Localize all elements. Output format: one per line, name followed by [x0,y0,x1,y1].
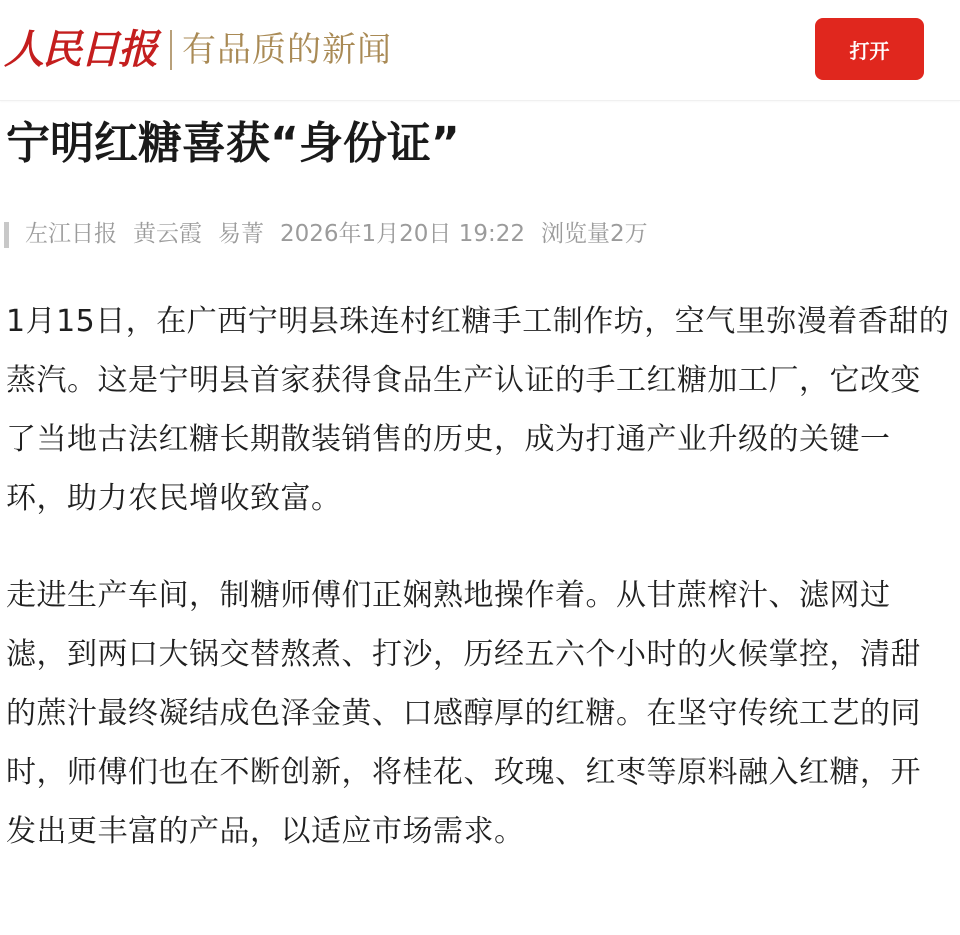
article-title: 宁明红糖喜获“身份证” [6,118,460,169]
meta-accent-bar [4,222,9,248]
logo-wordmark: 人民日报 [4,26,156,73]
logo-divider [170,30,172,70]
open-app-button[interactable]: 打开 [815,18,924,80]
article-meta [4,213,664,249]
article-paragraph: 1月15日，在广西宁明县珠连村红糖手工制作坊，空气里弥漫着香甜的蒸汽。这是宁明县首家获得食品生产认证的手工红糖加工厂，它改变了当地古法红糖长期散装销售的历史，成为打通产业升级的关键一环，助力农民增收致富。 [6,304,950,516]
slogan: 有品质的新闻 [182,30,392,70]
article-paragraph: 走进生产车间，制糖师傅们正娴熟地操作着。从甘蔗榨汁、滤网过滤，到两口大锅交替熬煮、打沙，历经五六个小时的火候掌控，清甜的蔗汁最终凝结成色泽金黄、口感醇厚的红糖。在坚守传统工艺的同时，师傅们也在不断创新，将桂花、玫瑰、红枣等原料融入红糖，开发出更丰富的产品，以适应市场需求。 [6,578,921,849]
meta-author: 黄云霞 [133,220,202,247]
meta-views: 浏览量2万 [541,220,648,247]
app-header [0,0,960,101]
brand-logo[interactable] [4,22,392,78]
meta-author: 易菁 [218,220,264,247]
meta-datetime: 2026年1月20日 19:22 [280,220,526,247]
meta-source[interactable]: 左江日报 [25,220,117,247]
